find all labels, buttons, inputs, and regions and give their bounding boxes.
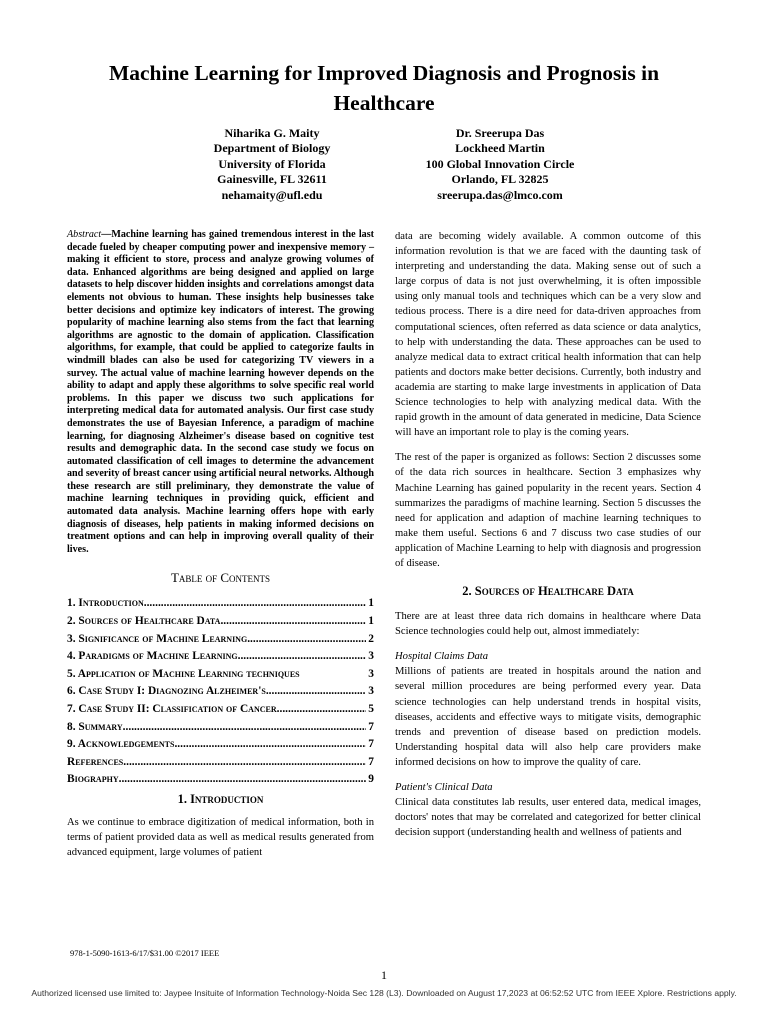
page-number: 1	[381, 968, 387, 982]
author-email: sreerupa.das@lmco.com	[437, 187, 563, 202]
author-organization: 100 Global Innovation Circle	[425, 156, 575, 171]
toc-entry[interactable]: 3. Significance of Machine Learning ..... 2	[67, 631, 374, 649]
author-name: Niharika G. Maity	[224, 126, 320, 140]
right-column	[395, 229, 701, 840]
section2-heading: 2. Sources of Healthcare Data	[462, 584, 634, 599]
toc-page: 3	[368, 667, 374, 680]
toc-entry[interactable]: Biography ..... 9	[67, 771, 374, 789]
toc-entry[interactable]: 8. Summary ..... 7	[67, 719, 374, 737]
abstract-text: —Machine learning has gained tremendous interest in the last decade fueled by cheaper computing power and inexpensive memory – making it efficient to store, process and analyze growing volumes of data. Enhanced algorithms are being designed and applied on large datasets to help discover hidden insights and correlations amongst data elements not obvious to human. These insights help businesses take better decisions and optimize key indicators of interest. The growing popularity of machine learning also stems from the fact that learning algorithms are agnostic to the domain of application. Classification algorithms, for example, that could be applied to categorize faults in windmill blades can also be used for categorizing TV viewers in a survey. The actual value of machine learning however depends on the ability to adapt and apply these algorithms to solve specific real world problems. In this paper we discuss two such applications for interpreting medical data for automated analysis. Our first case study demonstrates the use of Bayesian Inference, a paradigm of machine learning, for diagnosing Alzheimer's disease based on cognitive test results and demographic data. In the second case study we focus on automated classification of cell images to determine the advancement and severity of breast cancer using artificial neural networks. Although these research are still preliminary, they demonstrate the value of machine learning techniques in providing quick, efficient and automated data analysis. Machine learning offers hope with early diagnosis of diseases, help patients in making informed decisions on treatment options and can help in improving overall quality of their lives.	[67, 229, 374, 555]
toc-entry[interactable]: 9. Acknowledgements ..... 7	[67, 736, 374, 754]
abstract	[67, 229, 374, 556]
author-name: Dr. Sreerupa Das	[455, 126, 545, 140]
hospital-claims-heading: Hospital Claims Data	[395, 651, 489, 663]
toc-entry[interactable]: 2. Sources of Healthcare Data ..... 1	[67, 613, 374, 631]
authorized-use-notice: Authorized licensed use limited to: Jaypee Insituite of Information Technology-Noida Sec 128 (L3). Downloaded on August 17,2023 at 06:52:52 UTC from IEEE Xplore. Restrictions apply.	[31, 988, 737, 998]
author-organization: University of Florida	[218, 156, 326, 171]
toc-entry[interactable]: 1. Introduction ..... 1	[67, 595, 374, 613]
organization-paragraph: The rest of the paper is organized as follows: Section 2 discusses some of the data rich sources in healthcare. Section 3 emphasizes why Machine Learning has gained popularity in the recent years. Section 4 summarizes the paradigms of machine learning. Section 5 discusses the need for application and adaption of machine learning techniques to make them useful. Sections 6 and 7 discuss two case studies of our application of Machine Learning to help with diagnosis and progression of disease.	[395, 452, 701, 569]
author-location: Gainesville, FL 32611	[217, 172, 327, 187]
copyright-note: 978-1-5090-1613-6/17/$31.00 ©2017 IEEE	[70, 948, 220, 958]
introduction-heading: 1. Introduction	[177, 791, 264, 806]
author-block-1	[157, 126, 387, 203]
toc-entry[interactable]: 7. Case Study II: Classification of Cancer ..... 5	[67, 701, 374, 719]
toc-entry[interactable]: References ..... 7	[67, 754, 374, 772]
author-department: Lockheed Martin	[455, 141, 545, 156]
introduction-continued: data are becoming widely available. A common outcome of this information revolution is that we are faced with the daunting task of interpreting and understanding the data. Making sense out of such a large corpus of data is not just overwhelming, it is often impossible using only manual tools and techniques which can be a very slow and tedious process. There is a dire need for data-driven approaches from computational sciences, often referred as data science or data analytics, to help with understanding the data. These approaches can be used to analyze medical data to extract critical health information that can help patients and doctors make better decisions. Currently, both industry and academia are starting to make large investments in application of Data Science technologies to help with analyzing medical data. With the rapid growth in the amount of data generated in medicine, Data Science will have an important role to play is the coming years.	[395, 231, 701, 439]
author-block-2	[385, 126, 615, 203]
section2-intro: There are at least three data rich domains in healthcare where Data Science technologies could help out, almost immediately:	[395, 611, 701, 638]
toc-heading: Table of Contents	[170, 570, 271, 586]
author-email: nehamaity@ufl.edu	[221, 187, 323, 202]
author-location: Orlando, FL 32825	[451, 172, 549, 187]
toc-entry[interactable]: 6. Case Study I: Diagnozing Alzheimer's ..... 3	[67, 683, 374, 701]
introduction-text: As we continue to embrace digitization of medical information, both in terms of patient provided data as well as medical results generated from advanced equipment, large volumes of patient	[67, 816, 374, 859]
table-of-contents	[67, 595, 374, 789]
hospital-claims-text: Millions of patients are treated in hospitals around the nation and several million procedures are being performed every year. Data science technologies can help understand trends in hospital visits, diseases, accidents and effective ways to mitigate visits, demographic trends and prevention of disease based on prediction models. Understanding hospital data will also help care providers make informed decisions on how to improve the quality of care.	[395, 666, 701, 768]
clinical-data-text: Clinical data constitutes lab results, user entered data, medical images, doctors' notes that may be correlated and categorized for better clinical decision support (understanding health and wellness of patients and	[395, 797, 701, 839]
paper-title: Machine Learning for Improved Diagnosis and Prognosis in Healthcare	[108, 61, 660, 115]
left-column	[67, 229, 374, 860]
toc-entry[interactable]: 5. Application of Machine Learning techniques 3	[67, 666, 374, 684]
clinical-data-heading: Patient's Clinical Data	[395, 782, 493, 793]
author-department: Department of Biology	[213, 141, 331, 156]
toc-entry[interactable]: 4. Paradigms of Machine Learning ..... 3	[67, 648, 374, 666]
abstract-label: Abstract	[67, 229, 102, 240]
